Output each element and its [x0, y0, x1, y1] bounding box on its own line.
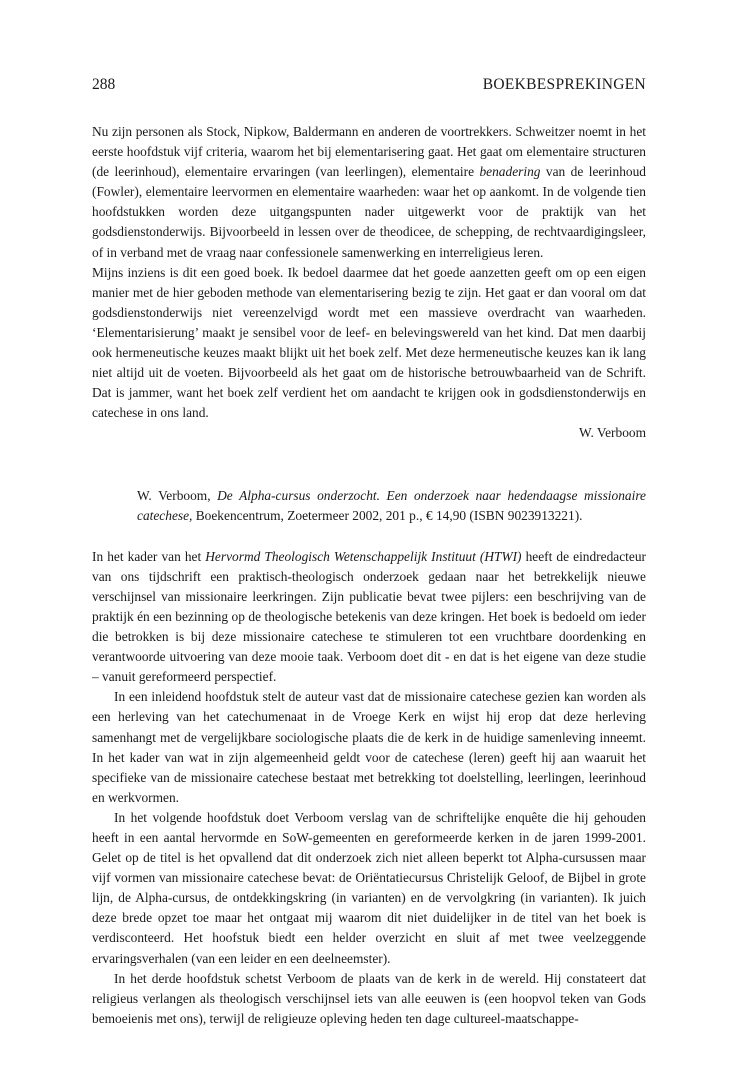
review-2: [92, 547, 646, 1029]
review-1-paragraph-2: Mijns inziens is dit een goed boek. Ik bedoel daarmee dat het goede aanzetten geeft om op een eigen manier met de hier geboden methode van elementarisering bezig te zijn. Het gaat er dan vooral om dat godsdienstonderwijs niet vereenzelvigd wordt met een massieve overdracht van waarheden. ‘Elementarisierung’ maakt je sensibel voor de leef- en belevingswereld van het kind. Dat men daarbij ook hermeneutische keuzes maakt blijkt uit het boek zelf. Met deze hermeneutische keuzes kan ik lang niet altijd uit de voeten. Bijvoorbeeld als het gaat om de historische betrouwbaarheid van de Schrift. Dat is jammer, want het boek zelf verdient het om aandacht te krijgen ook in godsdienstonderwijs en catechese in ons land.: [92, 264, 646, 421]
book-title: De Alpha-cursus onderzocht. Een onderzoek naar hedendaagse missionaire catechese,: [137, 487, 646, 523]
review-2-paragraph-4: In het derde hoofdstuk schetst Verboom de plaats van de kerk in de wereld. Hij constateert dat religieus verlangen als theologisch verschijnsel iets van alle eeuwen is (een hoopvol teken van Gods bemoeienis met ons), terwijl de religieuze opleving heden ten dage cultureel-maatschappe-: [92, 970, 646, 1026]
running-head: [92, 76, 646, 98]
running-title: BOEKBESPREKINGEN: [482, 76, 646, 93]
reviewer-signature: W. Verboom: [579, 425, 646, 441]
review-2-paragraph-3: In het volgende hoofdstuk doet Verboom verslag van de schriftelijke enquête die hij gehouden heeft in een aantal hervormde en SoW-gemeenten en gereformeerde kerken in de jaren 1999-2001. Gelet op de titel is het opvallend dat dit onderzoek zich niet alleen beperkt tot Alpha-cursussen maar vijf vormen van missionaire catechese bevat: de Oriëntatiecursus Christelijk Geloof, de Bijbel in grote lijn, de Alpha-cursus, de ontdekkingskring (in varianten) en de vervolgkring (in varianten). Ik juich deze brede opzet toe maar het ontgaat mij waarom dit niet duidelijker in de titel van het boek is verdisconteerd. Het hoofstuk biedt een helder overzicht en sluit af met twee veelzeggende ervaringsverhalen (van een leider en een deelneemster).: [92, 809, 646, 966]
review-1-paragraph-1: Nu zijn personen als Stock, Nipkow, Baldermann en anderen de voortrekkers. Schweitzer noemt in het eerste hoofdstuk vijf criteria, waarom het bij elementarisering gaat. Het gaat om elementaire structuren (de leerinhoud), elementaire ervaringen (van leerlingen), elementaire benadering van de leerinhoud (Fowler), elementaire leervormen en elementaire waarheden: waar het op aankomt. In de volgende tien hoofdstukken worden deze uitgangspunten nader uitgewerkt voor de praktijk van het godsdienstonderwijs. Bijvoorbeeld in lessen over de theodicee, de schepping, de rechtvaardigingsleer, of in verband met de vraag naar confessionele samenwerking en interreligieus leren.: [92, 124, 646, 260]
review-2-paragraph-2: In een inleidend hoofdstuk stelt de auteur vast dat de missionaire catechese gezien kan worden als een herleving van het catechumenaat in de Vroege Kerk en wijst hij erop dat deze herleving samenhangt met de vergelijkbare sociologische plaats die de kerk in de huidige samenleving inneemt. In het kader van wat in zijn algemeenheid geldt voor de catechese (leren) geeft hij aan waaruit het specifieke van de missionaire catechese bestaat met betrekking tot doelstelling, leerlingen, leerinhoud en werkvormen.: [92, 689, 646, 805]
review-1: [92, 122, 646, 444]
book-author: W. Verboom,: [137, 487, 218, 503]
page: [92, 76, 646, 1029]
page-number: 288: [92, 76, 116, 93]
book-reference: [92, 486, 646, 526]
book-details: Boekencentrum, Zoetermeer 2002, 201 p., € 14,90 (ISBN 9023913221).: [192, 507, 583, 523]
review-2-paragraph-1: In het kader van het Hervormd Theologisch Wetenschappelijk Instituut (HTWI) heeft de eindredacteur van ons tijdschrift een praktisch-theologisch onderzoek gedaan naar het betrekkelijk nieuwe verschijnsel van missionaire leerkringen. Zijn publicatie bevat twee pijlers: een beschrijving van de praktijk én een bezinning op de theologische betekenis van deze kringen. Het boek is bedoeld om ieder die betrokken is bij deze missionaire catechese te stimuleren tot een vruchtbare doordenking en verantwoorde uitvoering van deze mooie taak. Verboom doet dit - en dat is het eigene van deze studie – vanuit gereformeerd perspectief.: [92, 548, 646, 685]
